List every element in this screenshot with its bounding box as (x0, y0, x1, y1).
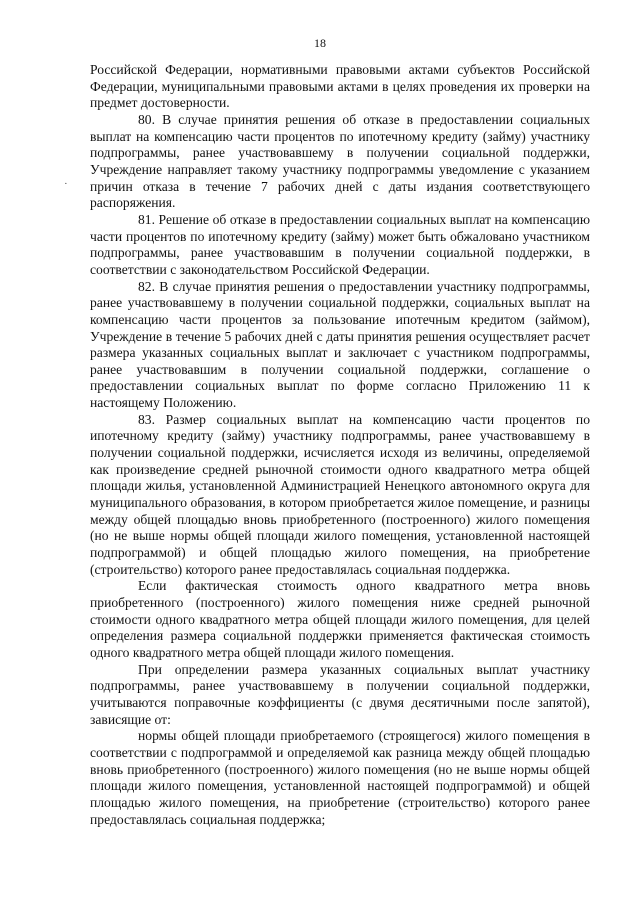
paragraph-actual-cost: Если фактическая стоимость одного квадратного метра вновь приобретенного (построенного) жилого помещения ниже средней рыночной стоимости одного квадратного метра общей площади жилого помещения, для целей определения размера социальной поддержки применяется фактическая стоимость одного квадратного метра общей площади жилого помещения. (90, 578, 590, 660)
paragraph-coefficients: При определении размера указанных социальных выплат участнику подпрограммы, ранее участвовавшему в получении социальной поддержки, учитываются поправочные коэффициенты (с двумя десятичными после запятой), зависящие от: (90, 661, 590, 727)
paragraph-area-norm: нормы общей площади приобретаемого (строящегося) жилого помещения в соответствии с подпрограммой и определяемой как разница между общей площадью вновь приобретенного (построенного) жилого помещения (но не выше нормы общей площади жилого помещения, установленной настоящей подпрограммой) и общей площадью жилого помещения, на приобретение (строительство) которого ранее предоставлялась социальная поддержка; (90, 728, 590, 827)
page-number: 18 (314, 36, 326, 50)
paragraph-82: 82. В случае принятия решения о предоставлении участнику подпрограммы, ранее участвовавшему в получении социальной поддержки, социальных выплат на компенсацию части процентов за пользование ипотечным кредитом (займом), Учреждение в течение 5 рабочих дней с даты принятия решения осуществляет расчет размера указанных социальных выплат и заключает с участником подпрограммы, ранее участвовавшим в получении социальной поддержки, соглашение о предоставлении социальных выплат по форме согласно Приложению 11 к настоящему Положению. (90, 278, 590, 411)
document-body (90, 62, 590, 828)
margin-mark: · (64, 178, 68, 190)
paragraph-83: 83. Размер социальных выплат на компенсацию части процентов по ипотечному кредиту (займу) участнику подпрограммы, ранее участвовавшему в получении социальной поддержки, исчисляется исходя из величины, определяемой как произведение средней рыночной стоимости одного квадратного метра общей площади жилья, установленной Администрацией Ненецкого автономного округа для муниципального образования, в котором приобретается жилое помещение, и разницы между общей площадью вновь приобретенного (построенного) жилого помещения (но не выше нормы общей площади жилого помещения, установленной настоящей подпрограммой) и общей площадью жилого помещения, на приобретение (строительство) которого ранее предоставлялась социальная поддержка. (90, 411, 590, 577)
paragraph-80: 80. В случае принятия решения об отказе в предоставлении социальных выплат на компенсацию части процентов по ипотечному кредиту (займу) участнику подпрограммы, ранее участвовавшему в получении социальной поддержки, Учреждение направляет такому участнику подпрограммы уведомление с указанием причин отказа в течение 7 рабочих дней с даты издания соответствующего распоряжения. (90, 111, 590, 211)
paragraph-continuation: Российской Федерации, нормативными правовыми актами субъектов Российской Федерации, муниципальными правовыми актами в целях проведения их проверки на предмет достоверности. (90, 62, 590, 111)
paragraph-81: 81. Решение об отказе в предоставлении социальных выплат на компенсацию части процентов по ипотечному кредиту (займу) может быть обжаловано участником подпрограммы, ранее участвовавшим в получении социальной поддержки, в соответствии с законодательством Российской Федерации. (90, 211, 590, 277)
